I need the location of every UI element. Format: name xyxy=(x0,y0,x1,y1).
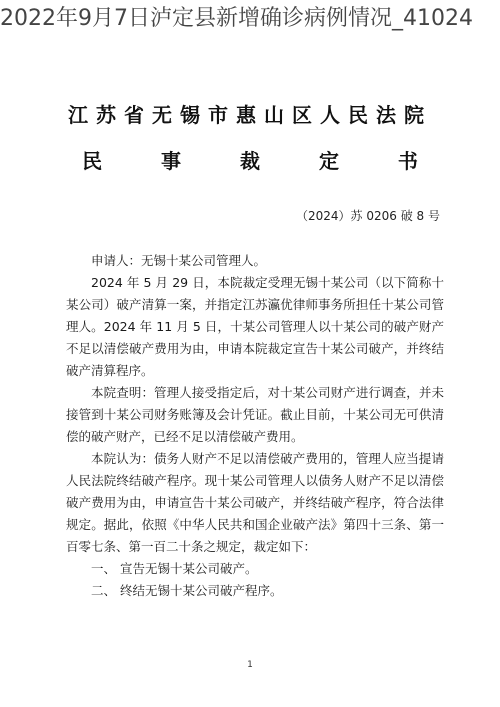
document-type: 民 事 裁 定 书 xyxy=(82,149,444,173)
page-number: 1 xyxy=(247,660,253,670)
paragraph-reasoning: 本院认为：债务人财产不足以清偿破产费用的，管理人应当提请人民法院终结破产程序。现十某公司管理人以债务人财产不足以清偿破产费用为由，申请宣告十某公司破产，并终结破产程序，符合法律规定。据此，依照《中华人民共和国企业破产法》第四十三条、第一百零七条、第一百二十条之规定，裁定如下： xyxy=(66,451,444,554)
document-body xyxy=(66,250,444,602)
paragraph-acceptance: 2024 年 5 月 29 日，本院裁定受理无锡十某公司（以下简称十某公司）破产清算一案，并指定江苏瀛优律师事务所担任十某公司管理人。2024 年 11 月 5 日，十某公司管理人以十某公司的破产财产不足以清偿破产费用为由，申请本院裁定宣告十某公司破产，并终结破产清算程序。 xyxy=(66,275,444,378)
paragraph-findings: 本院查明：管理人接受指定后，对十某公司财产进行调查，并未接管到十某公司财务账簿及会计凭证。截止目前，十某公司无可供清偿的破产财产，已经不足以清偿破产费用。 xyxy=(66,385,444,444)
case-number: （2024）苏 0206 破 8 号 xyxy=(296,209,440,223)
page-title: 2022年9月7日泸定县新增确诊病例情况_41024 xyxy=(0,6,473,31)
ruling-item-2: 二、 终结无锡十某公司破产程序。 xyxy=(91,583,283,598)
paragraph-applicant: 申请人：无锡十某公司管理人。 xyxy=(91,253,267,268)
court-name: 江苏省无锡市惠山区人民法院 xyxy=(68,103,432,127)
ruling-item-1: 一、 宣告无锡十某公司破产。 xyxy=(91,561,258,576)
